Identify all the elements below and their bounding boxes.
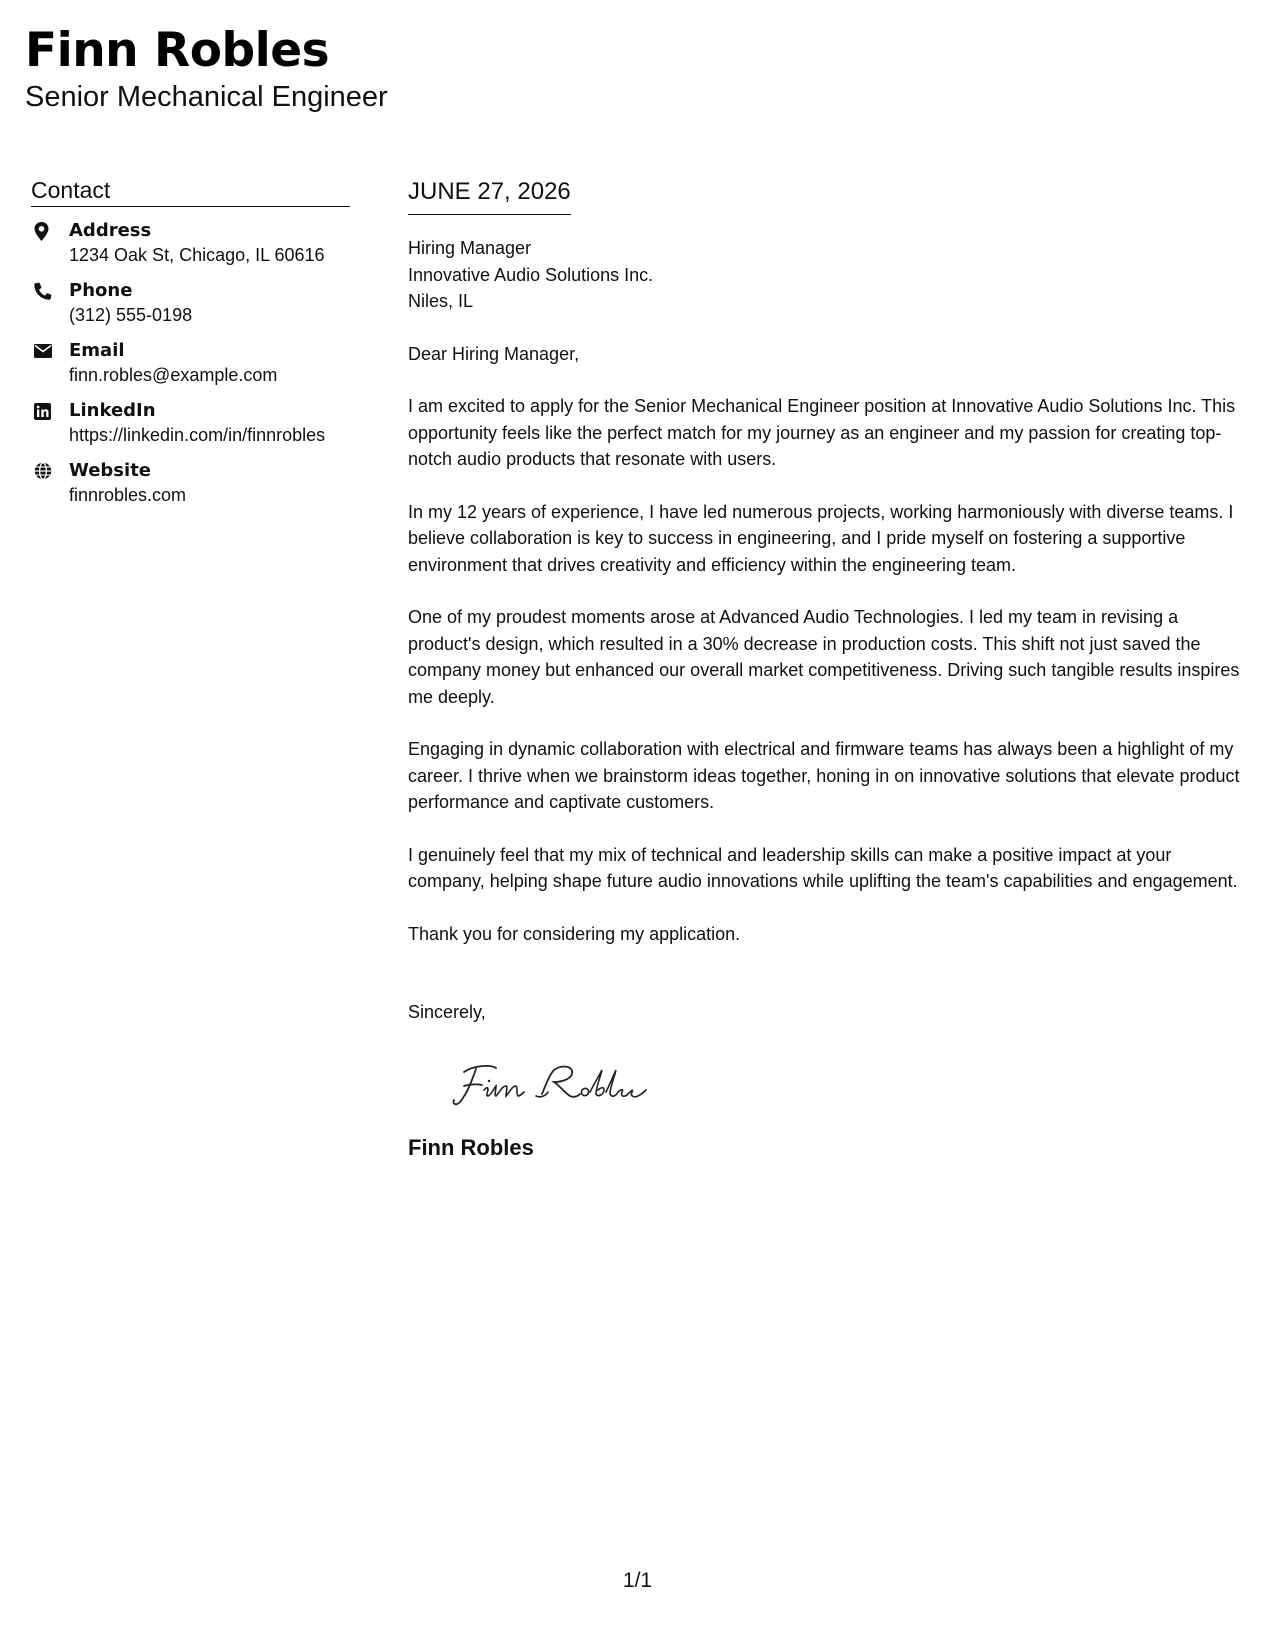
contact-sidebar	[31, 176, 350, 519]
recipient-block	[408, 235, 1253, 315]
location-pin-icon	[31, 219, 69, 243]
letter-body	[408, 176, 1253, 1162]
contact-label-phone: Phone	[69, 280, 133, 301]
contact-value-phone[interactable]: (312) 555-0198	[69, 305, 193, 325]
signer-name: Finn Robles	[408, 1134, 534, 1160]
recipient-title: Hiring Manager	[408, 238, 532, 258]
contact-value-address: 1234 Oak St, Chicago, IL 60616	[69, 245, 325, 265]
contact-label-linkedin: LinkedIn	[69, 400, 156, 421]
paragraph-4: Engaging in dynamic collaboration with electrical and firmware teams has always been a highlight of my career. I thrive when we brainstorm ideas together, honing in on innovative solutions that elevate product performance and captivate customers.	[408, 739, 1240, 812]
globe-icon	[31, 459, 69, 483]
contact-label-email: Email	[69, 340, 125, 361]
contact-item-address	[31, 219, 350, 268]
resume-header	[25, 22, 388, 114]
paragraph-2: In my 12 years of experience, I have led numerous projects, working harmoniously with diverse teams. I believe collaboration is key to success in engineering, and I pride myself on fostering a supportive environment that drives creativity and efficiency within the engineering team.	[408, 501, 1234, 575]
paragraph-3: One of my proudest moments arose at Advanced Audio Technologies. I led my team in revising a product's design, which resulted in a 30% decrease in production costs. This shift not just saved the company money but enhanced our overall market competitiveness. Driving such tangible results inspires me deeply.	[408, 607, 1240, 707]
salutation: Dear Hiring Manager,	[408, 343, 580, 364]
applicant-name: Finn Robles	[25, 23, 330, 78]
phone-icon	[31, 279, 69, 303]
handwritten-signature	[450, 1060, 1253, 1112]
linkedin-icon	[31, 399, 69, 423]
closing: Sincerely,	[408, 1002, 486, 1022]
contact-heading: Contact	[31, 176, 350, 207]
applicant-job-title: Senior Mechanical Engineer	[25, 81, 388, 113]
paragraph-5: I genuinely feel that my mix of technical and leadership skills can make a positive impact at your company, helping shape future audio innovations while uplifting the team's capabilities and engagement.	[408, 844, 1238, 891]
contact-item-linkedin	[31, 399, 350, 448]
recipient-location: Niles, IL	[408, 291, 474, 311]
contact-value-website[interactable]: finnrobles.com	[69, 485, 187, 505]
recipient-company: Innovative Audio Solutions Inc.	[408, 264, 654, 285]
page-number: 1/1	[622, 1569, 653, 1592]
paragraph-1: I am excited to apply for the Senior Mechanical Engineer position at Innovative Audio Solutions Inc. This opportunity feels like the perfect match for my journey as an engineer and my passion for creating top-notch audio products that resonate with users.	[408, 396, 1236, 469]
contact-item-email	[31, 339, 350, 388]
contact-value-email[interactable]: finn.robles@example.com	[69, 365, 278, 385]
letter-date: JUNE 27, 2026	[408, 176, 571, 215]
contact-value-linkedin[interactable]: https://linkedin.com/in/finnrobles	[69, 425, 326, 445]
contact-item-phone	[31, 279, 350, 328]
paragraph-6: Thank you for considering my application.	[408, 923, 741, 944]
contact-label-address: Address	[69, 220, 152, 241]
contact-label-website: Website	[69, 460, 152, 481]
contact-item-website	[31, 459, 350, 508]
envelope-icon	[31, 339, 69, 363]
